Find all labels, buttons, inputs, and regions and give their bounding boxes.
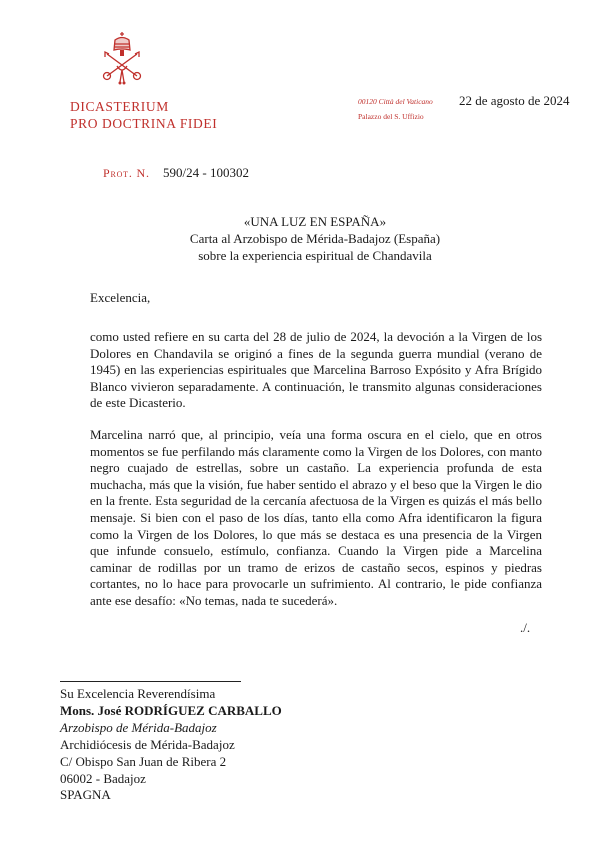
letter-date: 22 de agosto de 2024 (459, 93, 570, 108)
recipient-role: Arzobispo de Mérida-Badajoz (60, 719, 217, 735)
continuation-mark: ./. (520, 620, 531, 635)
recipient-address (60, 686, 282, 804)
salutation: Excelencia, (90, 290, 151, 305)
recipient-line-6: 06002 - Badajoz (60, 770, 146, 786)
institution-line-2: PRO DOCTRINA FIDEI (70, 116, 218, 131)
protocol-value: 590/24 - 100302 (163, 165, 249, 180)
paragraph-1-text: como usted refiere en su carta del 28 de julio de 2024, la devoción a la Virgen de los Dolores en Chandavila se originó a fines de la segunda guerra mundial (verano de 1945) en las experiencias espirituales que Marcelina Barroso Expósito y Afra Brígido Blanco vivieron separadamente. A continuación, le transmito algunas consideraciones de este Dicasterio. (90, 329, 542, 411)
protocol-label: Prot. N. (103, 166, 150, 180)
recipient-surname: RODRÍGUEZ CARBALLO (124, 702, 282, 718)
address-line-1: 00120 Città del Vaticano (358, 97, 433, 106)
recipient-line-4: Archidiócesis de Mérida-Badajoz (60, 736, 235, 752)
paragraph-2 (90, 427, 542, 610)
title-line-3: sobre la experiencia espiritual de Chandavila (198, 248, 432, 263)
recipient-line-5: C/ Obispo San Juan de Ribera 2 (60, 753, 227, 769)
institution-name (70, 98, 218, 132)
recipient-name-prefix: Mons. José (60, 702, 125, 718)
address-line-2: Palazzo del S. Uffizio (358, 112, 424, 121)
institution-line-1: DICASTERIUM (70, 99, 169, 114)
protocol-number (103, 165, 249, 181)
address-divider (60, 681, 241, 682)
papal-coat-of-arms-icon (99, 30, 145, 90)
recipient-name (60, 703, 282, 720)
paragraph-2-text: Marcelina narró que, al principio, veía una forma oscura en el cielo, que en otros momentos se fue perfilando más claramente como la Virgen de los Dolores, con manto negro cuajado de estrellas, sobre un castaño. La experiencia profunda de esta muchacha, más que la visión, fue haber sentido el abrazo y el beso que la Virgen le dio en la frente. Esta seguridad de la cercanía afectuosa de la Virgen es quizás el más bello mensaje. Si bien con el paso de los días, tanto ella como Afra identificaron la figura como la Virgen de los Dolores, lo que más se destaca es una presencia de la Virgen que infunde consuelo, estímulo, confianza. Cuando la Virgen pide a Marcelina caminar de rodillas por un tramo de erizos de castaño secos, espinos y piedras cortantes, no lo hace para provocarle un sufrimiento. Al contrario, le pide confianza ante ese desafío: «No temas, nada te sucederá». (90, 427, 542, 608)
recipient-line-7: SPAGNA (60, 787, 111, 803)
letterhead-address (358, 94, 433, 124)
paragraph-1 (90, 329, 542, 412)
recipient-line-1: Su Excelencia Reverendísima (60, 686, 216, 701)
title-line-1: «UNA LUZ EN ESPAÑA» (243, 214, 387, 229)
title-line-2: Carta al Arzobispo de Mérida-Badajoz (España) (189, 231, 441, 246)
letter-title (120, 213, 510, 264)
